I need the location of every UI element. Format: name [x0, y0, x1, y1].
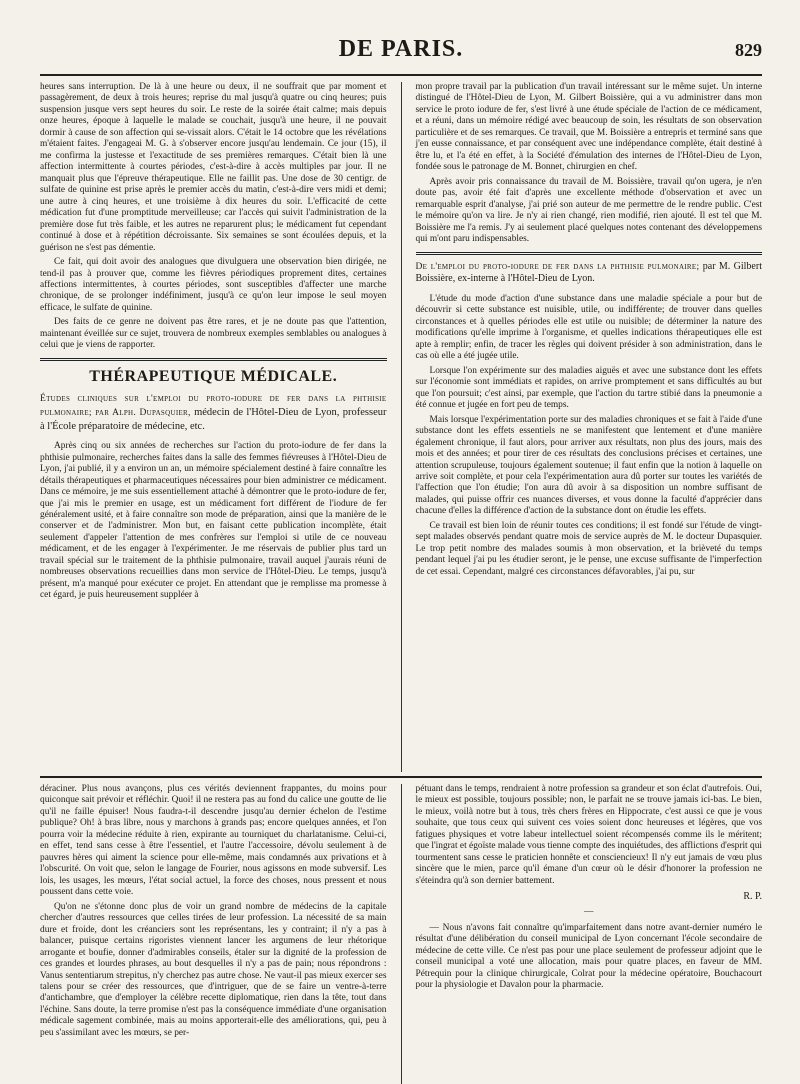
- running-title: DE PARIS.: [338, 36, 464, 62]
- article-heading-smallcaps: De l'emploi du proto-iodure de fer dans la phthisie pulmonaire;: [415, 261, 700, 272]
- paragraph: Mais lorsque l'expérimentation porte sur des maladies chroniques et se fait à l'aide d'une substance dont les effets essentiels ne se manifestent que lentement et d'une manière également chronique, il faut alors, pour arriver aux résultats, non plus des jours, mais des mois et des années; et pour tirer de ces résultats des conclusions précises et certaines, une attention scrupuleuse, toujours également soutenue; il faut enfin que la notion à laquelle on arrive soit complète, et pour cela l'expérimentation aura dû porter sur toutes les variétés de l'affection que l'on étudie; l'on aura dû avoir à sa disposition un nombre suffisant de malades, qui puisse offrir ces nuances diverses, et vous donne la faculté d'apprécier dans chacune d'elles la différence d'action de la substance dont on étudie les effets.: [415, 414, 762, 517]
- section-title: THÉRAPEUTIQUE MÉDICALE.: [89, 367, 338, 385]
- column-rule: [401, 82, 402, 772]
- section-divider: [40, 358, 387, 361]
- paragraph: L'étude du mode d'action d'une substance dans une maladie spéciale a pour but de découvrir si cette substance est nuisible, utile, ou indifférente; de trouver dans quelles circonstances et à quelles périodes elle est utile ou nuisible; de déterminer la nature des modifications qu'elle imprime à l'organisme, et quelles indications thérapeutiques elle est apte à remplir; enfin, de tracer les règles qui doivent présider à son administration, dans le cas où elle a été jugée utile.: [415, 293, 762, 362]
- paragraph: déraciner. Plus nous avançons, plus ces vérités deviennent frappantes, du moins pour quiconque sait prévoir et réfléchir. Quoi! il ne restera pas au fond du calice une goutte de lie qu'il ne faille épuiser! Nous faudra-t-il descendre jusqu'au dernier échelon de l'estime publique? Oh! à bras libre, nous y marchons à grands pas; encore quelques années, et l'on pourra voir la médecine réduite à rien, expirante au tourniquet du charlatanisme. Celui-ci, en effet, tend sans cesse à être l'essentiel, et l'autre l'accessoire, dévolu seulement à de pauvres hères qui aiment la science pour elle-même, mais condamnés aux privations et à l'obscurité. On voit que, selon le langage de Fourier, nous agissons en mode subversif. Les lois, les usages, les mœurs, l'état social actuel, la force des choses, nous pressent et nous poussent dans cette voie.: [40, 784, 387, 898]
- left-column: [40, 82, 387, 772]
- paragraph: Après cinq ou six années de recherches sur l'action du proto-iodure de fer dans la phthisie pulmonaire, recherches faites dans la salle des femmes fiévreuses à l'Hôtel-Dieu de Lyon, j'ai publié, il y a environ un an, un mémoire spécialement destiné à faire connaître les détails thérapeutiques et pharmaceutiques nécessaires pour bien administrer ce médicament. Dans ce mémoire, je me suis essentiellement attaché à démontrer que le proto-iodure de fer, que j'ai mis le premier en usage, est un médicament fort différent de l'iodure de fer généralement usité, et à faire connaître son mode de préparation, ainsi que la manière de le conserver et de l'administrer. Mon but, en faisant cette publication incomplète, était seulement d'appeler l'attention de mes confrères sur l'emploi si utile de ce nouveau médicament, et de les engager à l'expérimenter. Je me réservais de publier plus tard un travail spécial sur le traitement de la phthisie pulmonaire, travail auquel j'aurais réuni de nombreuses observations recueillies dans mon service de l'Hôtel-Dieu. Le temps, jusqu'à présent, m'a manqué pour exécuter ce projet. En attendant que je remplisse ma promesse à cet égard, je puis heureusement suppléer à: [40, 441, 387, 601]
- page-header: [40, 30, 762, 76]
- signature: R. P.: [743, 891, 762, 903]
- paragraph: Qu'on ne s'étonne donc plus de voir un grand nombre de médecins de la capitale chercher d'autres ressources que celles tirées de leur profession. La nécessité de sa main dure et froide, dont les créanciers sont les représentans, les y contraint; il n'y a pas à balancer, puisque certains rigoristes viennent lancer les argumens de leur rhétorique arrogante et boufie, donner d'admirables conseils, étaler sur la dignité de la profession de ces grandes et lourdes phrases, au bout desquelles il n'y a pas de pain; nous répondrons : Vanus sententiarum strepitus, n'y cherchez pas autre chose. Ne vaut-il pas mieux exercer ses talens pour se créer des ressources, que d'intriguer, que de se faire un ventre-à-terre d'antichambre, que d'employer la célèbre recette diplomatique, rien dans la tête, tout dans l'échine. Sans doute, la terre promise n'est pas la conséquence immédiate d'une organisation médicale sagement combinée, mais au moins apporterait-elle des améliorations, qui, peu à peu s'assimilant avec les mœurs, se per-: [40, 901, 387, 1038]
- paragraph: Ce fait, qui doit avoir des analogues que divulguera une observation bien dirigée, ne tend-il pas à prouver que, comme les fièvres périodiques proprement dites, certaines affections intermittentes, à courtes périodes, sont susceptibles d'affecter une marche chronique, de se prolonger indéfiniment, jusqu'à ce qu'on leur impose le seul moyen efficace, le sulfate de quinine.: [40, 257, 387, 313]
- upper-columns: [40, 82, 762, 772]
- feuilleton-separator: [40, 776, 762, 778]
- article-heading-rest: médecin de l'Hôtel-Dieu de Lyon, professeur à l'École préparatoire de médecine, etc.: [40, 407, 387, 433]
- paragraph: heures sans interruption. De là à une heure ou deux, il ne souffrait que par moment et passagèrement, de deux à trois heures; reprise du mal jusqu'à quatre ou cinq heures; puis suspension jusque vers sept heures du soir. Le reste de la soirée était calme; mais depuis onze heures, époque à laquelle le malade se couchait, jusqu'à une heure, il ne pouvait dormir à cause de son affection qui se-vissait alors. C'était le 14 octobre que les révélations m'étaient faites. J'engageai M. G. à s'observer encore jusqu'au lendemain. Ce jour (15), il me confirma la justesse et l'exactitude de ses premières remarques. C'était bien là une affection intermittente à courtes périodes, c'est-à-dire à accès multiples par jour. Il ne manquait plus que l'épreuve thérapeutique. Elle ne faillit pas. Une dose de 30 centigr. de sulfate de quinine est prise après le premier accès du matin, c'est-à-dire vers midi et demi; une autre à cinq heures, et une troisième à dix heures du soir. L'efficacité de cette médication fut d'une promptitude merveilleuse; car l'accès qui suivit l'administration de la première dose fut très faible, et les autres ne reparurent plus; le médicament fut cependant continué à dose et à répétition décroissante. Six semaines se sont écoulées depuis, et la guérison ne s'est pas démentie.: [40, 82, 387, 253]
- article-divider: [416, 252, 763, 255]
- dash-separator: —: [584, 907, 594, 918]
- article-heading-rest: par M. Gilbert Boissière, ex-interne à l'Hôtel-Dieu de Lyon.: [415, 260, 762, 285]
- paragraph: Ce travail est bien loin de réunir toutes ces conditions; il est fondé sur l'étude de vingt-sept malades observés pendant quatre mois de service auprès de M. le docteur Dupasquier. Le trop petit nombre des malades soumis à mon observation, et la brièveté du temps pendant lequel j'ai pu les étudier seront, je le pense, une excuse suffisante de l'imperfection de cet essai. Cependant, malgré ces circonstances défavorables, j'ai pu, sur: [415, 520, 762, 577]
- lower-columns: [40, 784, 762, 1084]
- paragraph: mon propre travail par la publication d'un travail intéressant sur le même sujet. Un interne distingué de l'Hôtel-Dieu de Lyon, M. Gilbert Boissière, qui a vu administrer dans mon service le proto iodure de fer, s'est livré à une étude spéciale de l'action de ce médicament, et a réuni, dans un mémoire rédigé avec beaucoup de soin, les résultats de son observation particulière et de ses remarques. Ce travail, que M. Boissière a entrepris et terminé sans que j'en eusse connaissance, et par conséquent avec une indépendance complète, était destiné à être lu, et l'a été en effet, à la Société d'émulation des internes de l'Hôtel-Dieu de Lyon, fondée sous le patronage de M. Bonnet, chirurgien en chef.: [415, 82, 762, 173]
- page-number: 829: [735, 40, 762, 60]
- article-heading-smallcaps: Études cliniques sur l'emploi du proto-iodure de fer dans la phthisie pulmonaire; par Alph. Dupasquier,: [40, 394, 387, 419]
- paragraph: — Nous n'avons fait connaître qu'imparfaitement dans notre avant-dernier numéro le résultat d'une délibération du conseil municipal de Lyon concernant l'école secondaire de médecine de cette ville. Ce n'est pas pour une place seulement de professeur adjoint que le conseil municipal a voté une allocation, mais pour quatre places, en faveur de MM. Pétrequin pour la clinique chirurgicale, Colrat pour la médecine opératoire, Bouchacourt pour la physiologie et Davalon pour la pharmacie.: [415, 922, 762, 991]
- paragraph: pétuant dans le temps, rendraient à notre profession sa grandeur et son éclat d'autrefois. Oui, le mieux est possible, toujours possible; non, le parfait ne se trouve jamais ici-bas. Le bien, le mieux, voilà notre but à tous, très chers frères en Hippocrate, c'est aussi ce que je vous souhaite, que tous ceux qui suivent ces voies soient donc heureuses et légères, que vos fatigues physiques et votre labeur intellectuel soient récompensés comme ils le méritent; que l'ingrat et égoïste malade vous tienne compte des inquiétudes, des afflictions d'esprit qui tourmentent sans cesse le praticien honnête et consciencieux! Il n'y eut jamais de vœu plus sincère que le mien, parce qu'il émane d'un cœur où le désir d'honorer la profession ne s'éteindra qu'à son dernier battement.: [415, 784, 762, 886]
- article-heading: [416, 261, 763, 286]
- column-rule: [401, 784, 402, 1084]
- lower-left-column: [40, 784, 387, 1084]
- paragraph: Lorsque l'on expérimente sur des maladies aiguës et avec une substance dont les effets sur l'économie sont immédiats et rapides, on arrive promptement et sans difficultés au but que l'on poursuit; c'est ainsi, par exemple, que l'action du tartre stibié dans la pneumonie a été connue et jugée en fort peu de temps.: [415, 365, 762, 411]
- lower-right-column: [416, 784, 763, 1084]
- paragraph: Après avoir pris connaissance du travail de M. Boissière, travail qu'on ugera, je n'en doute pas, avoir été fait d'après une excellente méthode d'observation et avec un remarquable esprit d'analyse, j'ai prié son auteur de me permettre de le rendre public. C'est le mémoire qu'on va lire. Je n'y ai rien changé, rien modifié, rien ajouté. Il est tel que M. Boissière me l'a remis. J'y ai seulement placé quelques notes contenant des développemens qui m'ont paru indispensables.: [415, 176, 762, 245]
- paragraph: Des faits de ce genre ne doivent pas être rares, et je ne doute pas que l'attention, maintenant éveillée sur ce sujet, trouvera de nombreux exemples semblables ou analogues à celui que je viens de rapporter.: [40, 317, 387, 351]
- article-heading: [40, 392, 387, 433]
- right-column: [416, 82, 763, 772]
